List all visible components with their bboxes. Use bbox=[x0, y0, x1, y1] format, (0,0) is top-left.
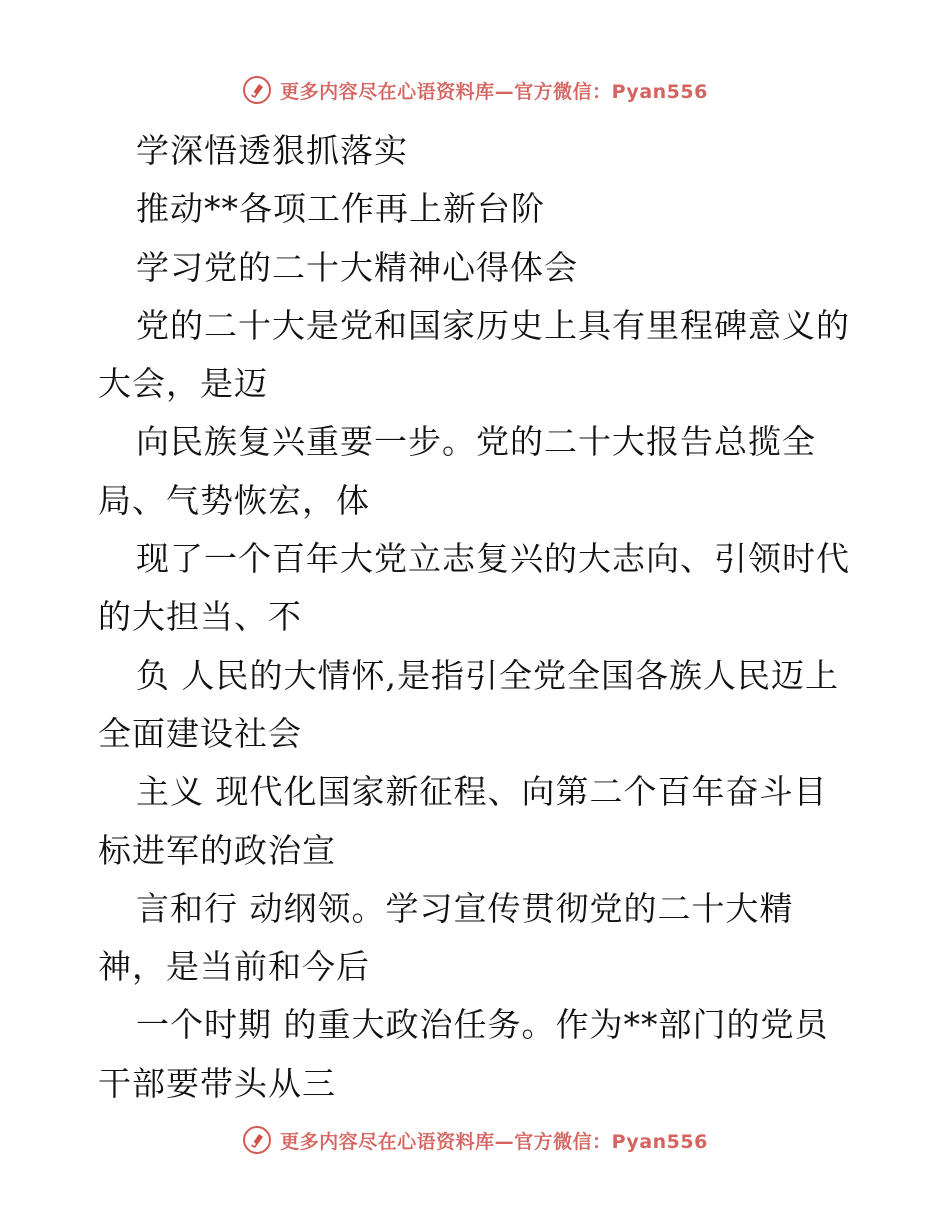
doc-line: 标进军的政治宣 bbox=[98, 830, 336, 870]
doc-line: 干部要带头从三 bbox=[98, 1063, 336, 1103]
footer-banner bbox=[0, 1120, 950, 1160]
pen-nib-logo-icon bbox=[242, 1125, 272, 1155]
document-body bbox=[98, 122, 858, 1113]
header-banner-text: 更多内容尽在心语资料库—官方微信：Pyan556 bbox=[280, 80, 708, 103]
doc-line: 学深悟透狠抓落实 bbox=[136, 131, 408, 170]
doc-line: 向民族复兴重要一步。党的二十大报告总揽全 bbox=[136, 422, 816, 462]
doc-line: 大会，是迈 bbox=[98, 364, 268, 404]
pen-nib-logo-icon bbox=[242, 75, 272, 105]
doc-line: 主义 现代化国家新征程、向第二个百年奋斗目 bbox=[136, 772, 828, 812]
doc-line: 全面建设社会 bbox=[98, 713, 302, 753]
footer-banner-text: 更多内容尽在心语资料库—官方微信：Pyan556 bbox=[280, 1130, 708, 1153]
header-banner bbox=[0, 70, 950, 110]
doc-line: 局、气势恢宏，体 bbox=[98, 480, 370, 520]
doc-line: 一个时期 的重大政治任务。作为**部门的党员 bbox=[136, 1005, 829, 1045]
doc-line: 的大担当、不 bbox=[98, 597, 302, 637]
doc-line: 学习党的二十大精神心得体会 bbox=[136, 247, 578, 287]
doc-line: 神，是当前和今后 bbox=[98, 947, 370, 987]
doc-line: 言和行 动纲领。学习宣传贯彻党的二十大精 bbox=[136, 888, 794, 928]
doc-line: 现了一个百年大党立志复兴的大志向、引领时代 bbox=[136, 539, 850, 579]
doc-line: 推动**各项工作再上新台阶 bbox=[136, 189, 545, 229]
doc-line: 党的二十大是党和国家历史上具有里程碑意义的 bbox=[136, 305, 850, 345]
doc-line: 负 人民的大情怀,是指引全党全国各族人民迈上 bbox=[136, 655, 839, 695]
